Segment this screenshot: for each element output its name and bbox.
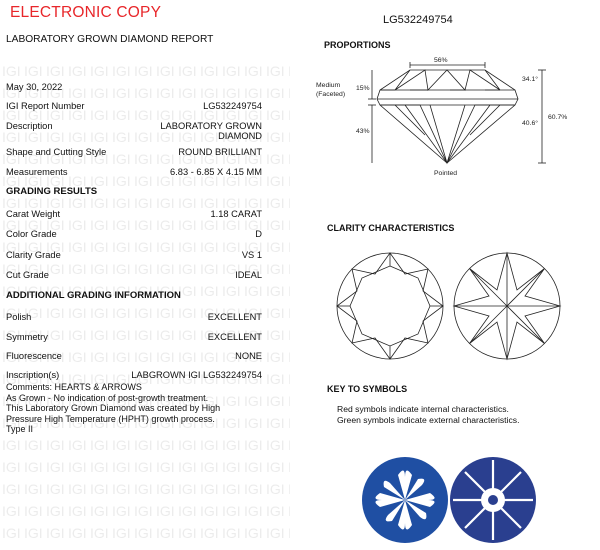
detail-row — [6, 101, 262, 111]
proportions-heading: PROPORTIONS — [324, 40, 391, 50]
additional-value: LABGROWN IGI LG532249754 — [131, 370, 262, 380]
culet-label: Pointed — [434, 170, 458, 177]
comment-line: Type II — [6, 424, 34, 435]
girdle-note: (Faceted) — [316, 91, 346, 98]
report-title: LABORATORY GROWN DIAMOND REPORT — [6, 34, 214, 45]
additional-label: Inscription(s) — [6, 370, 60, 380]
pavilion-depth: 43% — [356, 128, 370, 135]
grading-row — [6, 270, 262, 280]
additional-value: EXCELLENT — [207, 332, 262, 342]
grading-value: 1.18 CARAT — [210, 209, 262, 219]
grading-value: D — [255, 229, 262, 239]
additional-label: Polish — [6, 312, 32, 322]
additional-value: EXCELLENT — [207, 312, 262, 322]
key-to-symbols-heading: KEY TO SYMBOLS — [327, 384, 408, 394]
additional-row — [6, 312, 262, 322]
grading-label: Cut Grade — [6, 270, 49, 280]
grading-row — [6, 209, 262, 219]
report-number-header: LG532249754 — [383, 14, 453, 26]
grading-label: Carat Weight — [6, 209, 61, 219]
additional-row — [6, 332, 262, 342]
comments-block — [6, 382, 286, 435]
key-line-green: Green symbols indicate external characteristics. — [337, 415, 520, 425]
detail-row — [6, 167, 262, 177]
detail-value-line2: DIAMOND — [218, 131, 262, 141]
detail-value — [160, 121, 262, 141]
total-depth: 60.7% — [548, 114, 568, 121]
grading-row — [6, 229, 262, 239]
detail-value: LG532249754 — [203, 101, 262, 111]
detail-value: ROUND BRILLIANT — [178, 147, 262, 157]
detail-label: Measurements — [6, 167, 68, 177]
hearts-arrows-images — [360, 455, 540, 545]
comment-line: This Laboratory Grown Diamond was created by High — [6, 403, 221, 414]
crown-angle: 34.1° — [522, 76, 538, 83]
additional-label: Fluorescence — [6, 351, 62, 361]
key-to-symbols-text — [337, 404, 519, 426]
comment-line: As Grown - No indication of post-growth treatment. — [6, 392, 209, 403]
grading-row — [6, 250, 262, 260]
table-percent: 56% — [434, 57, 448, 64]
clarity-plot — [335, 250, 565, 365]
crown-height: 15% — [356, 85, 370, 92]
additional-label: Symmetry — [6, 332, 48, 342]
grading-label: Color Grade — [6, 229, 57, 239]
detail-row — [6, 147, 262, 157]
proportions-diagram — [310, 55, 600, 185]
grading-value: IDEAL — [235, 270, 262, 280]
detail-value: 6.83 - 6.85 X 4.15 MM — [170, 167, 262, 177]
detail-value-line1: LABORATORY GROWN — [160, 121, 262, 131]
detail-row — [6, 121, 262, 141]
additional-row — [6, 370, 262, 380]
grading-results-heading: GRADING RESULTS — [6, 186, 98, 197]
electronic-copy-label: ELECTRONIC COPY — [10, 4, 162, 21]
comment-line: Pressure High Temperature (HPHT) growth process. — [6, 413, 215, 424]
arrows-view-image — [450, 457, 536, 543]
hearts-view-image — [362, 457, 448, 543]
pavilion-angle: 40.6° — [522, 120, 538, 127]
report-date: May 30, 2022 — [6, 82, 63, 92]
detail-label: Description — [6, 121, 53, 131]
additional-row — [6, 351, 262, 361]
additional-value: NONE — [235, 351, 262, 361]
clarity-heading: CLARITY CHARACTERISTICS — [327, 223, 455, 233]
comment-line: Comments: HEARTS & ARROWS — [6, 382, 142, 392]
grading-value: VS 1 — [241, 250, 262, 260]
date-row — [6, 82, 262, 92]
grading-label: Clarity Grade — [6, 250, 61, 260]
additional-info-heading: ADDITIONAL GRADING INFORMATION — [6, 290, 181, 301]
detail-label: IGI Report Number — [6, 101, 85, 111]
key-line-red: Red symbols indicate internal characteristics. — [337, 404, 509, 414]
girdle-label: Medium — [316, 82, 341, 89]
detail-label: Shape and Cutting Style — [6, 147, 107, 157]
